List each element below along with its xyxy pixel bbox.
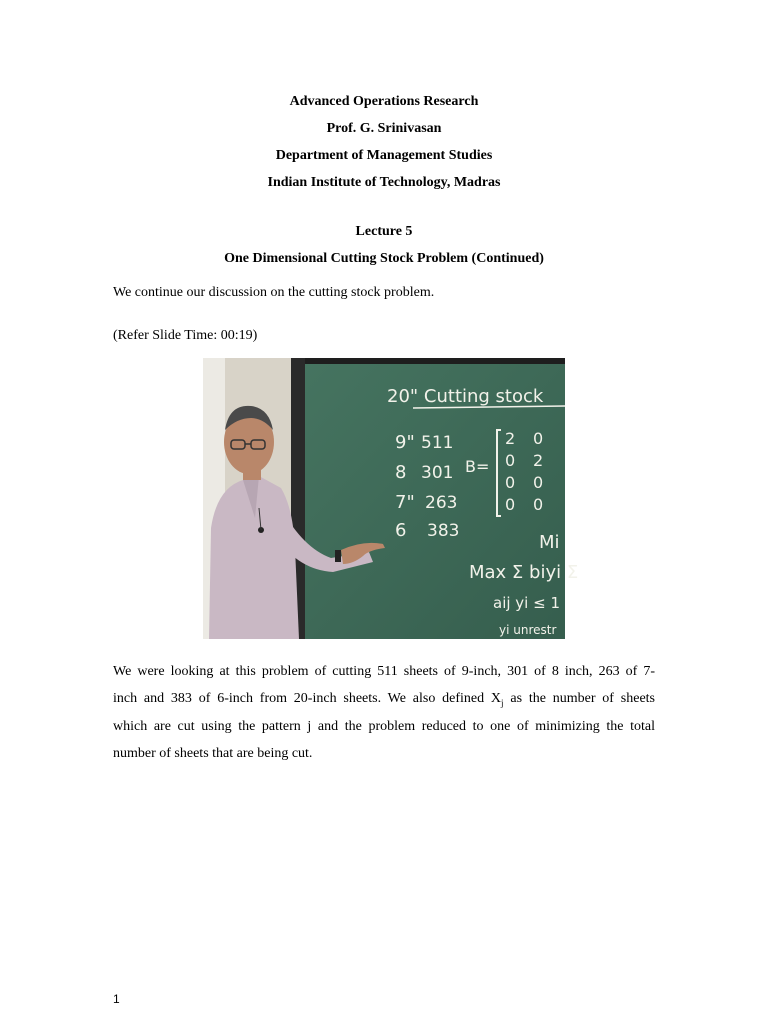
board-size-2: 8 xyxy=(395,462,407,483)
board-constraint-2: yi unrestr xyxy=(499,623,557,637)
matrix-r4c1: 0 xyxy=(505,495,516,514)
matrix-r2c1: 0 xyxy=(505,451,516,470)
board-demand-3: 263 xyxy=(425,493,458,513)
page-number: 1 xyxy=(113,992,120,1006)
board-formula-partial: Mi xyxy=(539,532,560,553)
body-line-2-tail: as the number of sheets xyxy=(503,691,655,707)
professor-name: Prof. G. Srinivasan xyxy=(326,121,442,136)
board-matrix-label: B= xyxy=(465,457,490,476)
matrix-r3c1: 0 xyxy=(505,473,516,492)
department-name: Department of Management Studies xyxy=(275,148,493,163)
matrix-r1c2: 0 xyxy=(533,429,544,448)
board-demand-1: 511 xyxy=(421,433,454,453)
body-line-4: number of sheets that are being cut. xyxy=(113,745,313,761)
course-title: Advanced Operations Research xyxy=(289,94,479,109)
body-line-2-subscript: j xyxy=(501,698,504,709)
body-line-2 xyxy=(113,685,655,712)
board-demand-2: 301 xyxy=(421,463,454,483)
lecture-title: One Dimensional Cutting Stock Problem (Continued) xyxy=(224,251,544,266)
body-line-3: which are cut using the pattern j and the problem reduced to one of minimizing the total xyxy=(113,718,655,734)
lecture-number: Lecture 5 xyxy=(355,224,413,239)
board-objective: Max Σ biyi Σ xyxy=(469,562,579,583)
institute-name: Indian Institute of Technology, Madras xyxy=(267,175,501,190)
matrix-r3c2: 0 xyxy=(533,473,544,492)
board-size-1: 9" xyxy=(395,432,415,453)
lecture-video-frame xyxy=(203,358,579,639)
intro-paragraph: We continue our discussion on the cutting stock problem. xyxy=(113,285,435,300)
body-line-1: We were looking at this problem of cutting 511 sheets of 9-inch, 301 of 8 inch, 263 of 7- xyxy=(113,664,655,679)
body-line-2-text: inch and 383 of 6-inch from 20-inch sheets. We also defined X xyxy=(113,691,502,707)
board-constraint: aij yi ≤ 1 xyxy=(493,594,560,612)
matrix-r2c2: 2 xyxy=(533,451,544,470)
board-heading: 20" Cutting stock xyxy=(387,386,544,407)
board-size-3: 7" xyxy=(395,492,415,513)
slide-reference: (Refer Slide Time: 00:19) xyxy=(113,328,258,343)
matrix-r1c1: 2 xyxy=(505,429,516,448)
body-paragraph xyxy=(113,658,655,767)
matrix-r4c2: 0 xyxy=(533,495,544,514)
board-size-4: 6 xyxy=(395,520,407,541)
board-demand-4: 383 xyxy=(427,521,460,541)
